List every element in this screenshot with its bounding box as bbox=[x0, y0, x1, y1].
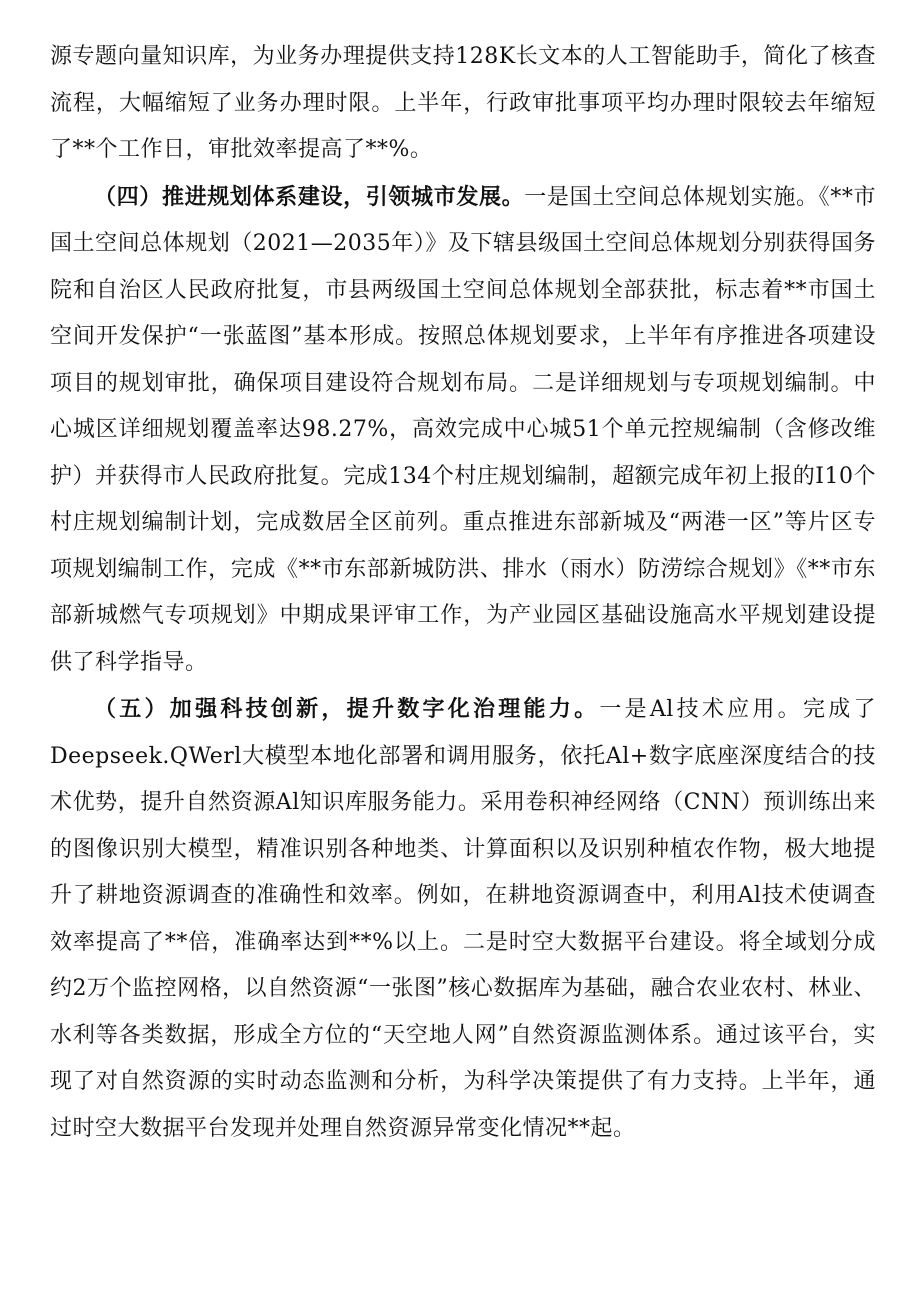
document-page bbox=[50, 34, 876, 1152]
paragraph-section-4 bbox=[50, 174, 876, 687]
paragraph-section-5 bbox=[50, 686, 876, 1152]
section-heading-4: （四）推进规划体系建设，引领城市发展。 bbox=[94, 183, 525, 210]
section-heading-5: （五）加强科技创新，提升数字化治理能力。 bbox=[94, 696, 600, 722]
paragraph-continuation bbox=[50, 34, 876, 174]
paragraph-text: 一是国土空间总体规划实施。《**市国土空间总体规划（2021—2035年）》及下辖县级国土空间总体规划分别获得国务院和自治区人民政府批复，市县两级国土空间总体规划全部获批，标志着**市国土空间开发保护“一张蓝图”基本形成。按照总体规划要求，上半年有序推进各项建设项目的规划审批，确保项目建设符合规划布局。二是详细规划与专项规划编制。中心城区详细规划覆盖率达98.27%，高效完成中心城51个单元控规编制（含修改维护）并获得市人民政府批复。完成134个村庄规划编制，超额完成年初上报的I10个村庄规划编制计划，完成数居全区前列。重点推进东部新城及“两港一区”等片区专项规划编制工作，完成《**市东部新城防洪、排水（雨水）防涝综合规划》《**市东部新城燃气专项规划》中期成果评审工作，为产业园区基础设施高水平规划建设提供了科学指导。 bbox=[50, 184, 876, 675]
paragraph-text: 源专题向量知识库，为业务办理提供支持128K长文本的人工智能助手，简化了核查流程，大幅缩短了业务办理时限。上半年，行政审批事项平均办理时限较去年缩短了**个工作日，审批效率提高了**%。 bbox=[50, 44, 876, 162]
paragraph-text: 一是Al技术应用。完成了Deepseek.QWerl大模型本地化部署和调用服务，依托Al+数字底座深度结合的技术优势，提升自然资源Al知识库服务能力。采用卷积神经网络（CNN）预训练出来的图像识别大模型，精准识别各种地类、计算面积以及识别种植农作物，极大地提升了耕地资源调查的准确性和效率。例如，在耕地资源调查中，利用Al技术使调查效率提高了**倍，准确率达到**%以上。二是时空大数据平台建设。将全域划分成约2万个监控网格，以自然资源“一张图”核心数据库为基础，融合农业农村、林业、水利等各类数据，形成全方位的“天空地人网”自然资源监测体系。通过该平台，实现了对自然资源的实时动态监测和分析，为科学决策提供了有力支持。上半年，通过时空大数据平台发现并处理自然资源异常变化情况**起。 bbox=[50, 697, 876, 1141]
